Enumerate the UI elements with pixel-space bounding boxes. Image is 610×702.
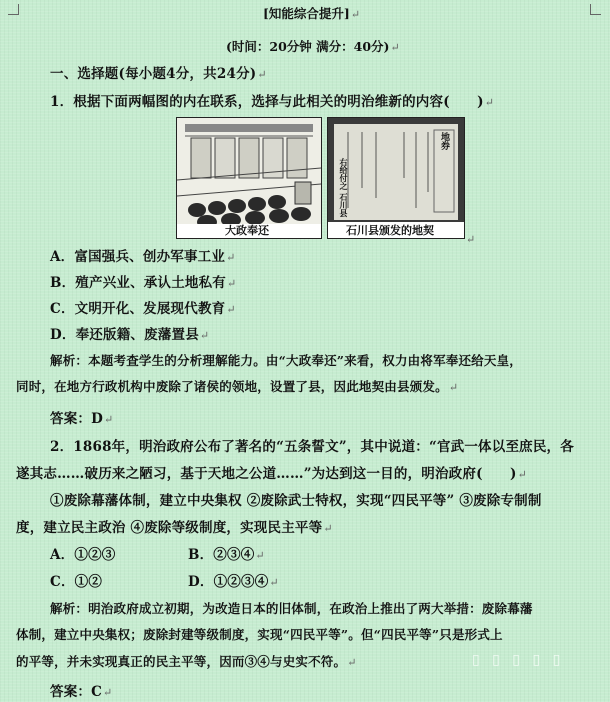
figure-taisei-hokan (176, 117, 322, 239)
watermark-logo: ▯ ▯ ▯ ▯ ▯ (472, 652, 565, 668)
time-info-text: (时间：20分钟 满分：40分) (226, 39, 390, 54)
q1-answer (50, 407, 113, 427)
q1-analysis-line2 (16, 377, 458, 395)
q1-answer-text: 答案：D (50, 411, 104, 427)
return-mark: ↵ (103, 686, 113, 699)
q2-option-a (50, 543, 115, 563)
return-mark: ↵ (323, 522, 333, 535)
section1-title (50, 62, 267, 82)
q2-analysis-line1 (50, 599, 533, 617)
q2-stem-line2 (16, 462, 527, 482)
return-mark: ↵ (226, 303, 236, 316)
q2-option-d (188, 570, 279, 590)
q1-option-a-text: A．富国强兵、创办军事工业 (50, 249, 226, 265)
q2-items-line2-text: 度，建立民主政治 ④废除等级制度，实现民主平等 (16, 520, 323, 536)
q1-analysis-line2-text: 同时，在地方行政机构中废除了诸侯的领地，设置了县，因此地契由县颁发。 (16, 379, 448, 394)
q1-option-c (50, 297, 236, 317)
figure-right-deed-text: 右给付之 石川县 (339, 158, 348, 217)
q2-option-b (188, 543, 265, 563)
q2-option-b-text: B．②③④ (188, 547, 255, 563)
q2-analysis-line3 (16, 652, 357, 670)
return-mark: ↵ (255, 549, 265, 562)
q1-option-b-text: B．殖产兴业、承认土地私有 (50, 275, 227, 291)
return-mark: ↵ (269, 576, 279, 589)
figure-right-deed-title: 地券 (439, 132, 449, 150)
return-mark: ↵ (466, 233, 476, 246)
section-title (263, 4, 360, 22)
section-title-text: [知能综合提升] (263, 6, 350, 21)
q2-analysis-line1-text: 解析：明治政府成立初期，为改造日本的旧体制，在政治上推出了两大举措：废除幕藩 (50, 601, 533, 616)
q2-stem-line1 (50, 435, 574, 455)
return-mark: ↵ (350, 8, 361, 21)
return-mark: ↵ (390, 41, 400, 54)
q1-analysis-line1-text: 解析：本题考查学生的分析理解能力。由“大政奉还”来看，权力由将军奉还给天皇， (50, 353, 522, 368)
return-mark: ↵ (484, 96, 495, 109)
figure-right-caption: 石川县颁发的地契 (346, 224, 434, 237)
figure-land-deed (327, 117, 465, 239)
q1-option-b (50, 271, 236, 291)
return-mark: ↵ (199, 329, 210, 342)
q1-option-c-text: C．文明开化、发展现代教育 (50, 301, 226, 317)
q2-analysis-line2-text: 体制，建立中央集权；废除封建等级制度，实现“四民平等”。但“四民平等”只是形式上 (16, 627, 503, 642)
q1-stem-text: 1．根据下面两幅图的内在联系，选择与此相关的明治维新的内容( ) (50, 94, 484, 110)
q2-analysis-line3-text: 的平等，并未实现真正的民主平等，因而③④与史实不符。 (16, 654, 347, 669)
section1-title-text: 一、选择题(每小题4分，共24分) (50, 66, 257, 82)
q2-option-c-text: C．①② (50, 574, 103, 590)
time-info (226, 37, 400, 55)
corner-mark-right (590, 4, 601, 15)
q2-option-c (50, 570, 102, 590)
q1-option-d-text: D．奉还版籍、废藩置县 (50, 327, 199, 343)
return-mark: ↵ (448, 381, 459, 394)
figure-left-caption: 大政奉还 (225, 224, 269, 237)
return-mark: ↵ (226, 251, 236, 264)
return-mark: ↵ (347, 656, 357, 669)
q2-answer (50, 680, 112, 700)
q1-option-d (50, 323, 209, 343)
q1-stem (50, 90, 494, 110)
taisei-hokan-illustration (177, 118, 321, 238)
return-mark: ↵ (257, 68, 267, 81)
return-mark-figure (465, 228, 475, 247)
q2-option-a-text: A．①②③ (50, 547, 116, 563)
q2-items-line1-text: ①废除幕藩体制，建立中央集权 ②废除武士特权，实现“四民平等” ③废除专制制 (50, 493, 542, 509)
q2-stem-line1-text: 2．1868年，明治政府公布了著名的“五条誓文”，其中说道：“官武一体以至庶民，各 (50, 439, 574, 455)
q1-analysis-line1 (50, 351, 522, 369)
q2-analysis-line2 (16, 625, 503, 643)
q2-answer-text: 答案：C (50, 684, 103, 700)
corner-mark-left (8, 4, 19, 15)
q2-stem-line2-text: 遂其志……破历来之陋习，基于天地之公道……”为达到这一目的，明治政府( ) (16, 466, 517, 482)
q1-option-a (50, 245, 236, 265)
q2-items-line2 (16, 516, 333, 536)
q2-items-line1 (50, 489, 542, 509)
q2-option-d-text: D．①②③④ (188, 574, 269, 590)
return-mark: ↵ (104, 413, 114, 426)
return-mark: ↵ (517, 468, 528, 481)
return-mark: ↵ (227, 277, 237, 290)
